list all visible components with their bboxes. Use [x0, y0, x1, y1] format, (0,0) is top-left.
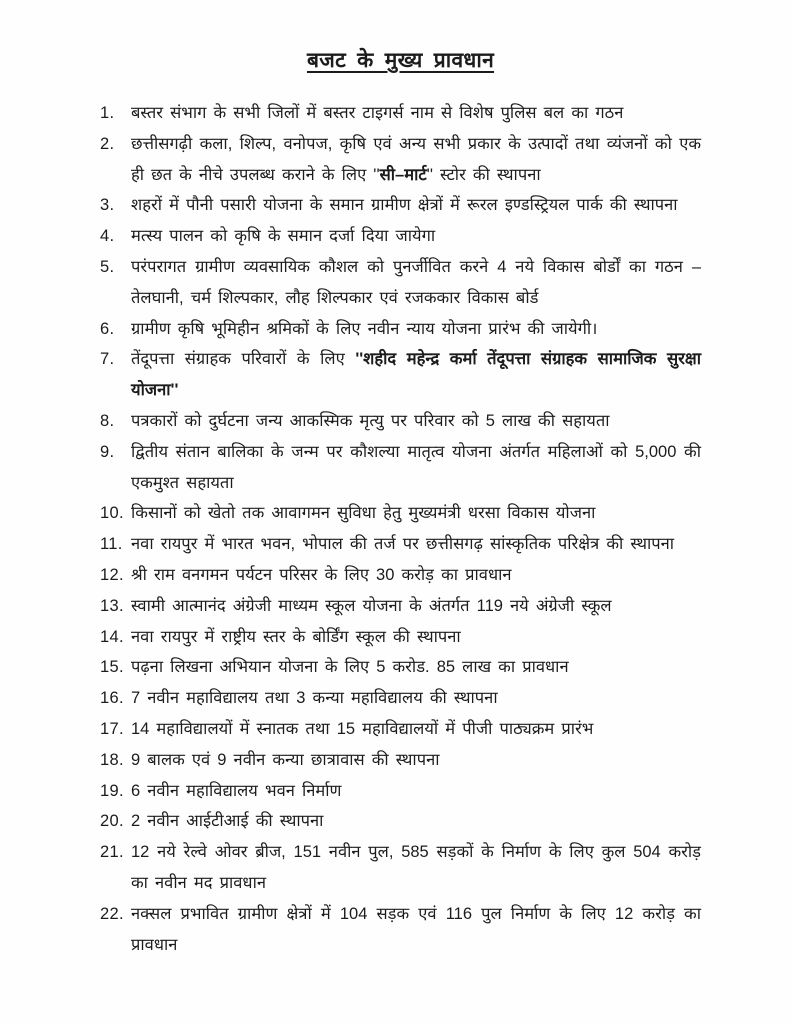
- item-text: [131, 98, 701, 129]
- item-text: [131, 190, 701, 221]
- item-text: [131, 652, 701, 683]
- item-text: [131, 837, 701, 899]
- list-item: [100, 776, 701, 807]
- list-item: [100, 622, 701, 653]
- item-text-segment: परंपरागत ग्रामीण व्यवसायिक कौशल को पुनर्जीवित करने 4 नये विकास बोर्डों का गठन – तेलघानी, चर्म शिल्पकार, लौह शिल्पकार एवं रजककार विकास बोर्ड: [131, 257, 701, 307]
- list-item: [100, 129, 701, 191]
- item-number: 14.: [100, 627, 124, 646]
- list-item: [100, 314, 701, 345]
- list-item: [100, 190, 701, 221]
- item-text-segment: 9 बालक एवं 9 नवीन कन्या छात्रावास की स्थापना: [131, 750, 440, 769]
- item-text-segment: पत्रकारों को दुर्घटना जन्य आकस्मिक मृत्यु पर परिवार को 5 लाख की सहायता: [131, 411, 610, 430]
- item-text: [131, 529, 701, 560]
- provisions-list: [100, 98, 701, 960]
- item-number: 19.: [100, 781, 124, 800]
- item-number: 18.: [100, 750, 124, 769]
- item-number: 9.: [100, 442, 115, 461]
- item-text-segment: बस्तर संभाग के सभी जिलों में बस्तर टाइगर्स नाम से विशेष पुलिस बल का गठन: [131, 104, 624, 122]
- item-number: 13.: [100, 596, 124, 615]
- item-text-segment: 2 नवीन आईटीआई की स्थापना: [131, 812, 324, 831]
- item-text: [131, 714, 701, 745]
- list-item: [100, 806, 701, 837]
- item-text: [131, 406, 701, 437]
- item-text-segment: 6 नवीन महाविद्यालय भवन निर्माण: [131, 781, 342, 800]
- item-text-segment: नक्सल प्रभावित ग्रामीण क्षेत्रों में 104 सड़क एवं 116 पुल निर्माण के लिए 12 करोड़ का प्रावधान: [131, 904, 701, 954]
- item-number: 16.: [100, 689, 124, 708]
- item-text-segment: 14 महाविद्यालयों में स्नातक तथा 15 महाविद्यालयों में पीजी पाठ्यक्रम प्रारंभ: [131, 719, 594, 738]
- item-number: 8.: [100, 411, 115, 430]
- item-text-segment: छत्तीसगढ़ी कला, शिल्प, वनोपज, कृषि एवं अन्य सभी प्रकार के उत्पादों तथा व्यंजनों को एक ही छत के नीचे उपलब्ध कराने के लिए '': [131, 134, 701, 184]
- item-number: 11.: [100, 535, 123, 554]
- item-text: [131, 437, 701, 499]
- item-text-segment: पढ़ना लिखना अभियान योजना के लिए 5 करोड. 85 लाख का प्रावधान: [131, 658, 569, 677]
- list-item: [100, 899, 701, 961]
- item-text-segment: 7 नवीन महाविद्यालय तथा 3 कन्या महाविद्यालय की स्थापना: [131, 689, 498, 708]
- list-item: [100, 437, 701, 499]
- item-number: 5.: [100, 257, 115, 276]
- list-item: [100, 344, 701, 406]
- item-text-bold-segment: सी–मार्ट: [379, 165, 427, 184]
- item-number: 3.: [100, 196, 115, 215]
- item-text-segment: किसानों को खेतो तक आवागमन सुविधा हेतु मुख्यमंत्री धरसा विकास योजना: [131, 504, 596, 523]
- list-item: [100, 98, 701, 129]
- list-item: [100, 683, 701, 714]
- item-number: 6.: [100, 319, 115, 338]
- item-text: [131, 498, 701, 529]
- item-number: 4.: [100, 227, 115, 246]
- list-item: [100, 221, 701, 252]
- item-text: [131, 344, 701, 406]
- item-text: [131, 899, 701, 961]
- list-item: [100, 745, 701, 776]
- item-text-segment: तेंदूपत्ता संग्राहक परिवारों के लिए: [131, 350, 356, 369]
- item-text-bold-segment: ''शहीद महेन्द्र कर्मा तेंदूपत्ता संग्राहक सामाजिक सुरक्षा योजना'': [131, 350, 701, 400]
- item-number: 10.: [100, 504, 124, 523]
- item-text: [131, 314, 701, 345]
- item-text-segment: शहरों में पौनी पसारी योजना के समान ग्रामीण क्षेत्रों में रूरल इण्डस्ट्रियल पार्क की स्थापना: [131, 196, 678, 215]
- list-item: [100, 714, 701, 745]
- item-text: [131, 776, 701, 807]
- item-text-segment: स्वामी आत्मानंद अंग्रेजी माध्यम स्कूल योजना के अंतर्गत 119 नये अंग्रेजी स्कूल: [131, 596, 612, 615]
- item-text: [131, 560, 701, 591]
- item-text: [131, 622, 701, 653]
- item-number: 22.: [100, 904, 124, 923]
- page-title: बजट के मुख्य प्रावधान: [306, 49, 495, 72]
- item-number: 20.: [100, 812, 124, 831]
- item-text: [131, 221, 701, 252]
- item-text: [131, 683, 701, 714]
- item-number: 15.: [100, 658, 124, 677]
- list-item: [100, 406, 701, 437]
- list-item: [100, 591, 701, 622]
- item-number: 1.: [100, 104, 115, 122]
- list-item: [100, 252, 701, 314]
- item-text: [131, 591, 701, 622]
- list-item: [100, 560, 701, 591]
- item-text: [131, 129, 701, 191]
- item-text-segment: नवा रायपुर में भारत भवन, भोपाल की तर्ज पर छत्तीसगढ़ सांस्कृतिक परिक्षेत्र की स्थापना: [131, 535, 675, 554]
- list-item: [100, 837, 701, 899]
- item-number: 21.: [100, 843, 124, 862]
- item-text-segment: 12 नये रेल्वे ओवर ब्रीज, 151 नवीन पुल, 585 सड़कों के निर्माण के लिए कुल 504 करोड़ का नवीन मद प्रावधान: [131, 843, 701, 892]
- list-item: [100, 498, 701, 529]
- item-text-segment: द्वितीय संतान बालिका के जन्म पर कौशल्या मातृत्व योजना अंतर्गत महिलाओं को 5,000 की एकमुश्त सहायता: [131, 442, 701, 492]
- item-text: [131, 745, 701, 776]
- item-text: [131, 252, 701, 314]
- item-number: 12.: [100, 565, 124, 584]
- list-item: [100, 529, 701, 560]
- item-text-segment: मत्स्य पालन को कृषि के समान दर्जा दिया जायेगा: [131, 227, 436, 246]
- item-text: [131, 806, 701, 837]
- item-text-segment: '' स्टोर की स्थापना: [426, 165, 541, 184]
- item-text-segment: श्री राम वनगमन पर्यटन परिसर के लिए 30 करोड़ का प्रावधान: [131, 565, 512, 584]
- item-number: 7.: [100, 350, 115, 369]
- item-text-segment: ग्रामीण कृषि भूमिहीन श्रमिकों के लिए नवीन न्याय योजना प्रारंभ की जायेगी।: [131, 319, 598, 338]
- item-number: 2.: [100, 134, 115, 153]
- item-text-segment: नवा रायपुर में राष्ट्रीय स्तर के बोर्डिंग स्कूल की स्थापना: [131, 627, 461, 646]
- list-item: [100, 652, 701, 683]
- item-number: 17.: [100, 719, 124, 738]
